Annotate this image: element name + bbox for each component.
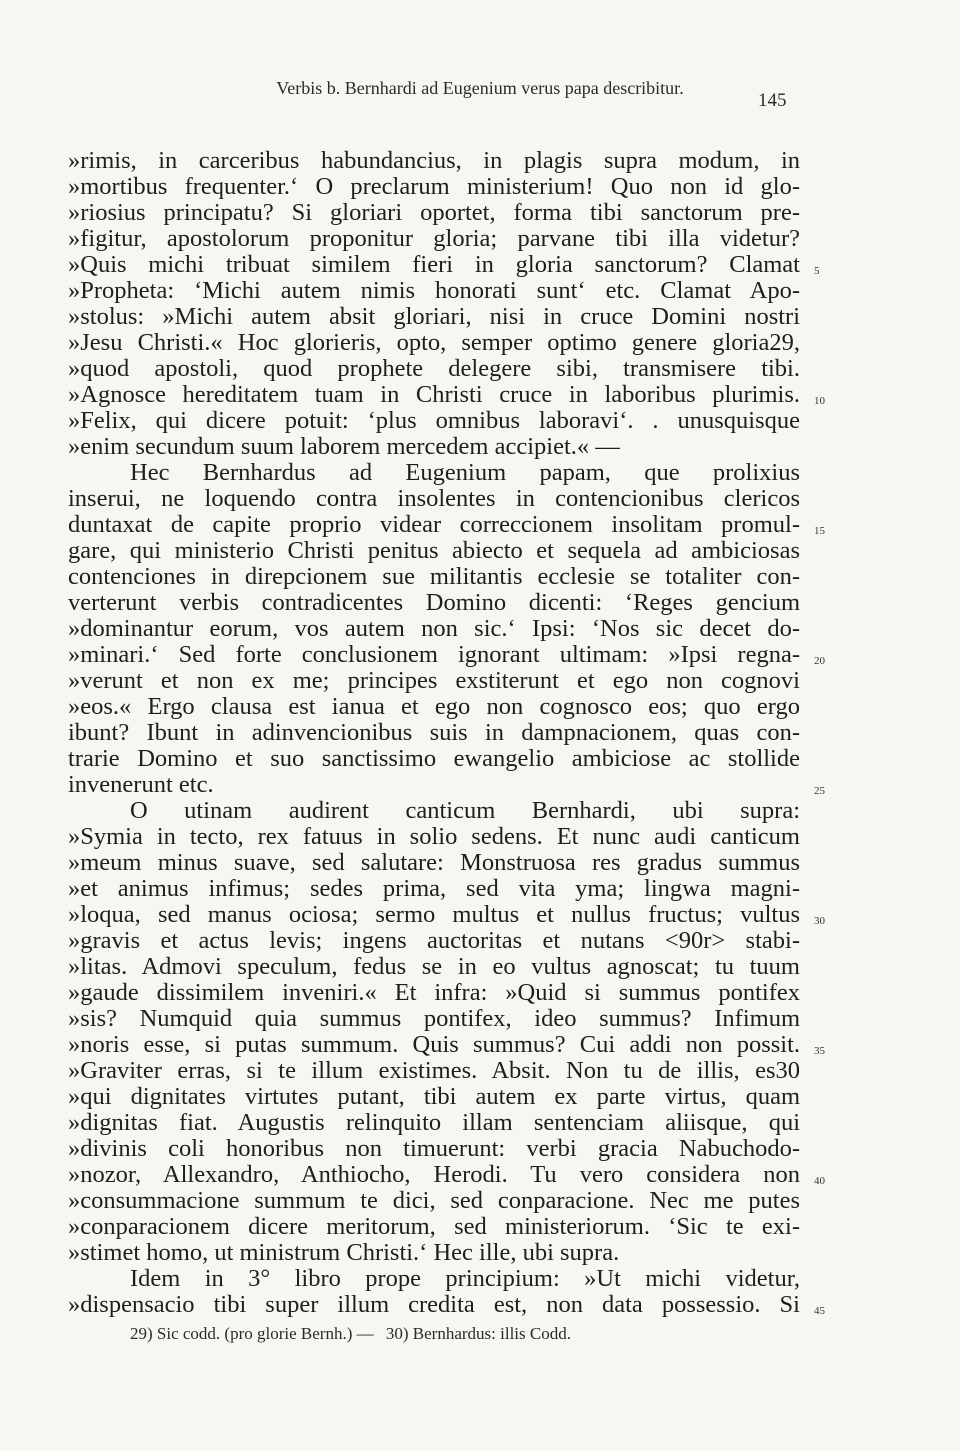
- text-line: »verunt et non ex me; principes exstiterunt et ego non cognovi: [68, 667, 800, 694]
- footnote: 29) Sic codd. (pro glorie Bernh.) —: [130, 1324, 374, 1343]
- line-number: 15: [814, 525, 825, 537]
- text-line: invenerunt etc.: [68, 771, 214, 798]
- text-line: »Propheta: ‘Michi autem nimis honorati sunt‘ etc. Clamat Apo-: [68, 277, 800, 304]
- text-line: »litas. Admovi speculum, fedus se in eo vultus agnoscat; tu tuum: [68, 953, 800, 980]
- text-line: »rimis, in carceribus habundancius, in plagis supra modum, in: [68, 147, 800, 174]
- page-number: 145: [758, 90, 787, 111]
- running-title: Verbis b. Bernhardi ad Eugenium verus papa describitur.: [276, 78, 684, 98]
- text-line: »nozor, Allexandro, Anthiocho, Herodi. Tu vero considera non: [68, 1161, 800, 1188]
- text-line: contenciones in direpcionem sue militantis ecclesie se totaliter con-: [68, 563, 800, 590]
- text-line: »divinis coli honoribus non timuerunt: verbi gracia Nabuchodo-: [68, 1135, 800, 1162]
- text-line: »noris esse, si putas summum. Quis summus? Cui addi non possit.: [68, 1031, 800, 1058]
- text-line: »Graviter erras, si te illum existimes. Absit. Non tu de illis, es30: [68, 1057, 800, 1084]
- text-line: duntaxat de capite proprio videar correccionem insolitam promul-: [68, 511, 800, 538]
- text-line: Idem in 3° libro prope principium: »Ut michi videtur,: [130, 1265, 800, 1292]
- text-line: Hec Bernhardus ad Eugenium papam, que prolixius: [130, 459, 800, 486]
- text-line: »minari.‘ Sed forte conclusionem ignorant ultimam: »Ipsi regna-: [68, 641, 800, 668]
- footnotes: [130, 1324, 579, 1344]
- text-line: »conparacionem dicere meritorum, sed ministeriorum. ‘Sic te exi-: [68, 1213, 800, 1240]
- text-line: »Jesu Christi.« Hoc glorieris, opto, semper optimo genere gloria29,: [68, 329, 800, 356]
- text-line: »qui dignitates virtutes putant, tibi autem ex parte virtus, quam: [68, 1083, 800, 1110]
- text-line: »gaude dissimilem inveniri.« Et infra: »Quid si summus pontifex: [68, 979, 800, 1006]
- text-line: »enim secundum suum laborem mercedem accipiet.« —: [68, 433, 620, 460]
- footnote: 30) Bernhardus: illis Codd.: [385, 1324, 571, 1343]
- line-number: 25: [814, 785, 825, 797]
- text-line: O utinam audirent canticum Bernhardi, ubi supra:: [130, 797, 800, 824]
- text-line: ibunt? Ibunt in adinvencionibus suis in dampnacionem, quas con-: [68, 719, 800, 746]
- text-line: »figitur, apostolorum proponitur gloria; parvane tibi illa videtur?: [68, 225, 800, 252]
- text-line: »et animus infimus; sedes prima, sed vita yma; lingwa magni-: [68, 875, 800, 902]
- line-number: 10: [814, 395, 825, 407]
- text-line: »dispensacio tibi super illum credita est, non data possessio. Si: [68, 1291, 800, 1318]
- text-line: »consummacione summum te dici, sed conparacione. Nec me putes: [68, 1187, 800, 1214]
- text-line: »meum minus suave, sed salutare: Monstruosa res gradus summus: [68, 849, 800, 876]
- line-number: 45: [814, 1305, 825, 1317]
- text-line: »dominantur eorum, vos autem non sic.‘ Ipsi: ‘Nos sic decet do-: [68, 615, 800, 642]
- text-line: »stolus: »Michi autem absit gloriari, nisi in cruce Domini nostri: [68, 303, 800, 330]
- text-line: »eos.« Ergo clausa est ianua et ego non cognosco eos; quo ergo: [68, 693, 800, 720]
- line-number: 35: [814, 1045, 825, 1057]
- line-number: 5: [814, 265, 820, 277]
- text-line: gare, qui ministerio Christi penitus abiecto et sequela ad ambiciosas: [68, 537, 800, 564]
- text-line: trarie Domino et suo sanctissimo ewangelio ambiciose ac stollide: [68, 745, 800, 772]
- text-line: verterunt verbis contradicentes Domino dicenti: ‘Reges gencium: [68, 589, 800, 616]
- text-line: »quod apostoli, quod prophete delegere sibi, transmisere tibi.: [68, 355, 800, 382]
- text-line: »Felix, qui dicere potuit: ‘plus omnibus laboravi‘. . unusquisque: [68, 407, 800, 434]
- text-line: »sis? Numquid quia summus pontifex, ideo summus? Infimum: [68, 1005, 800, 1032]
- text-line: »Symia in tecto, rex fatuus in solio sedens. Et nunc audi canticum: [68, 823, 800, 850]
- text-line: »Quis michi tribuat similem fieri in gloria sanctorum? Clamat: [68, 251, 800, 278]
- text-line: »riosius principatu? Si gloriari oportet, forma tibi sanctorum pre-: [68, 199, 800, 226]
- text-line: »mortibus frequenter.‘ O preclarum ministerium! Quo non id glo-: [68, 173, 800, 200]
- line-number: 40: [814, 1175, 825, 1187]
- line-number: 30: [814, 915, 825, 927]
- text-line: »Agnosce hereditatem tuam in Christi cruce in laboribus plurimis.: [68, 381, 800, 408]
- text-line: »loqua, sed manus ociosa; sermo multus et nullus fructus; vultus: [68, 901, 800, 928]
- line-number: 20: [814, 655, 825, 667]
- text-line: »dignitas fiat. Augustis relinquito illam sentenciam aliisque, qui: [68, 1109, 800, 1136]
- text-line: inserui, ne loquendo contra insolentes in contencionibus clericos: [68, 485, 800, 512]
- text-line: »stimet homo, ut ministrum Christi.‘ Hec ille, ubi supra.: [68, 1239, 620, 1266]
- text-line: »gravis et actus levis; ingens auctoritas et nutans <90r> stabi-: [68, 927, 800, 954]
